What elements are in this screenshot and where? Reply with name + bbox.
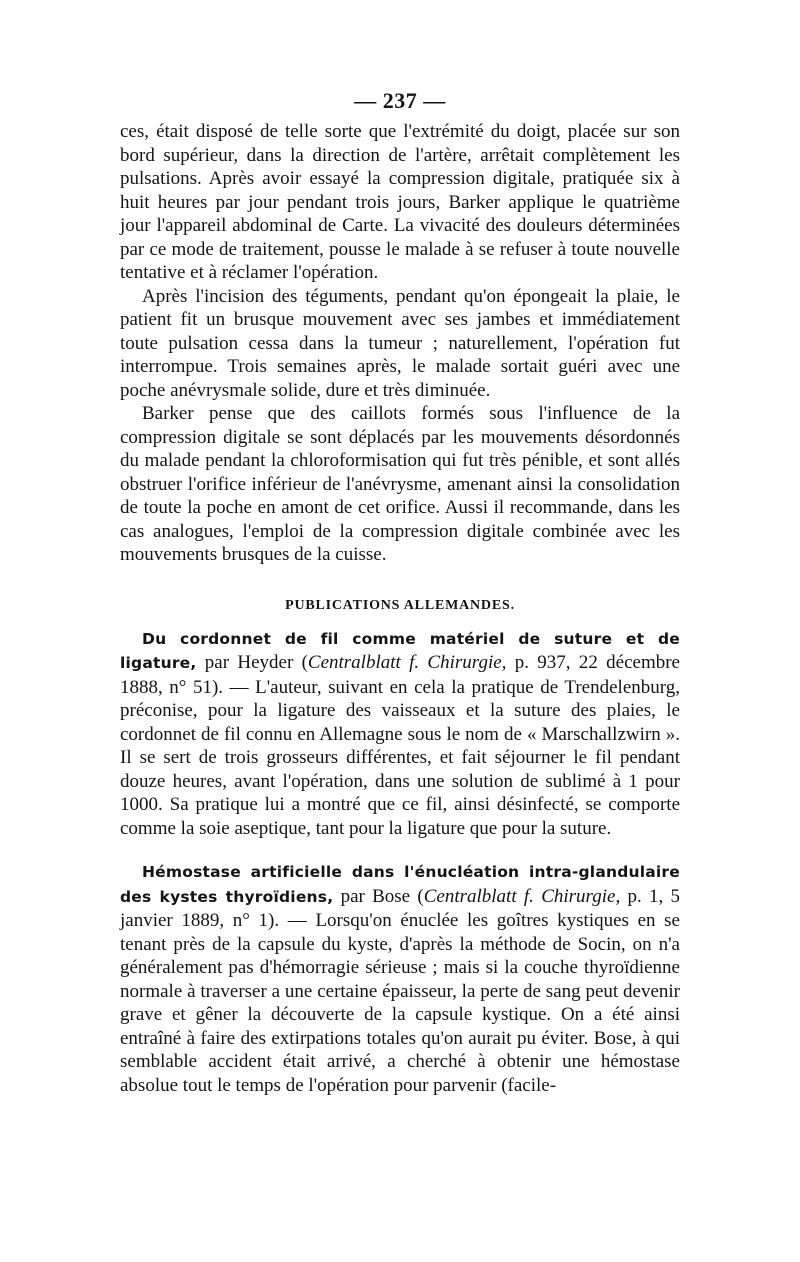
- entry-citation: p. 1, 5 janvier 1889, n° 1).: [120, 885, 681, 931]
- paragraph-continuation: ces, était disposé de telle sorte que l'extrémité du doigt, placée sur son bord supérieur, dans la direction de l'artère, arrêtait complètement les pulsations. Après avoir essayé la compression digitale, pratiquée six à huit heures par jour pendant trois jours, Barker applique le quatrième jour l'appareil abdominal de Carte. La vivacité des douleurs déterminées par ce mode de traitement, pousse le malade à se refuser à toute nouvelle tentative et à réclamer l'opération.: [120, 121, 680, 283]
- paragraph-barker-opinion: Barker pense que des caillots formés sous l'influence de la compression digitale se sont déplacés par les mouvements désordonnés du malade pendant la chloroformisation qui fut très pénible, et sont allés obstruer l'orifice inférieur de l'anévrysme, amenant ainsi la consolidation de toute la poche en amont de cet orifice. Aussi il recommande, dans les cas analogues, l'emploi de la compression digitale combinée avec les mouvements brusques de la cuisse.: [120, 403, 680, 565]
- entry-journal: Centralblatt f. Chirurgie,: [423, 885, 621, 907]
- entry-title: Hémostase artificielle dans l'énucléation intra-glandulaire des kystes thyroïdiens,: [120, 863, 680, 906]
- entry-author: par Bose (: [333, 885, 424, 907]
- entry-citation: p. 937, 22 décembre 1888, n° 51).: [120, 652, 680, 698]
- section-heading: PUBLICATIONS ALLEMANDES.: [285, 597, 515, 613]
- entry-body: — Lorsqu'on énuclée les goîtres kystiques en se tenant près de la capsule du kyste, d'après la méthode de Socin, on n'a généralement pas d'hémorragie sérieuse ; mais si la couche thyroïdienne normale à traverser a une certaine épaisseur, la perte de sang peut devenir grave et gêner la découverte de la capsule kystique. On a été ainsi entraîné à faire des extirpations totales qu'on aurait pu éviter. Bose, à qui semblable accident était arrivé, a cherché à obtenir une hémostase absolue tout le temps de l'opération pour parvenir (facile-: [120, 910, 680, 1096]
- entry-bose: [120, 860, 680, 1097]
- entry-title: Du cordonnet de fil comme matériel de suture et de ligature,: [120, 629, 680, 672]
- entry-body: — L'auteur, suivant en cela la pratique de Trendelenburg, préconise, pour la ligature des vaisseaux et la suture des plaies, le cordonnet de fil connu en Allemagne sous le nom de « Marschallzwirn ». Il se sert de trois grosseurs différentes, et fait séjourner le fil pendant douze heures, avant l'opération, dans une solution de sublimé à 1 pour 1000. Sa pratique lui a montré que ce fil, ainsi désinfecté, se comporte comme la soie aseptique, tant pour la ligature que pour la suture.: [120, 676, 680, 839]
- entry-author: par Heyder (: [196, 652, 308, 673]
- paragraph-operation: Après l'incision des téguments, pendant qu'on épongeait la plaie, le patient fit un brusque mouvement avec ses jambes et immédiatement toute pulsation cessa dans la tumeur ; naturellement, l'opération fut interrompue. Trois semaines après, le malade sortait guéri avec une poche anévrysmale solide, dure et très diminuée.: [120, 285, 680, 401]
- document-page: [120, 88, 680, 1097]
- entry-journal: Centralblatt f. Chirurgie,: [307, 652, 507, 673]
- entry-heyder: [120, 627, 680, 841]
- page-number: — 237 —: [354, 88, 446, 113]
